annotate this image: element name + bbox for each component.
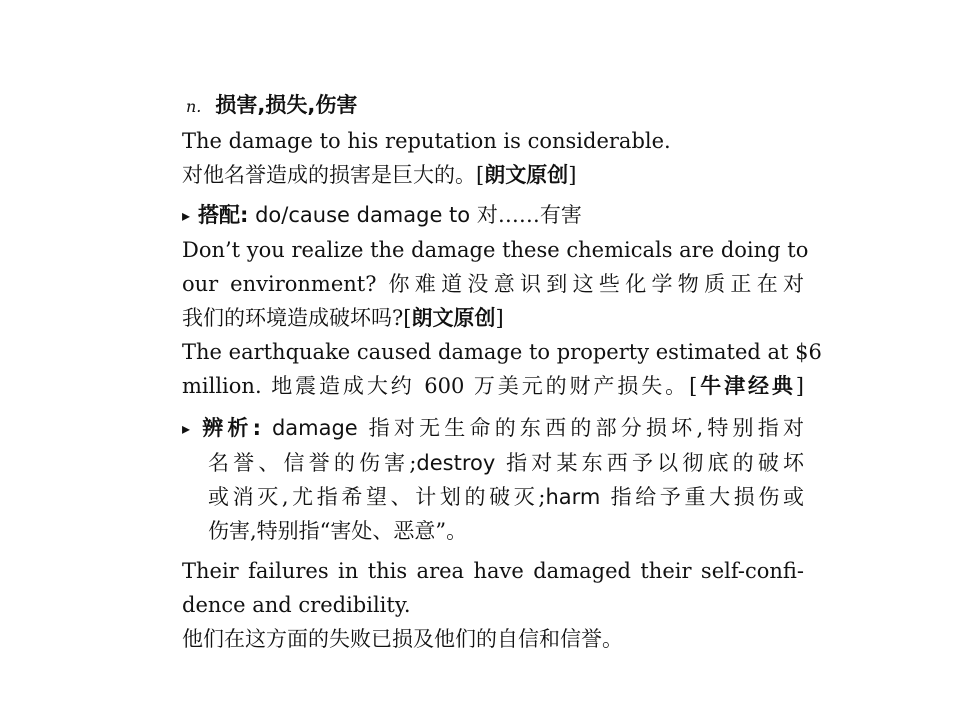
analysis-word-destroy: destroy — [416, 451, 496, 475]
collocation-example-1-english-end: our environment? — [182, 272, 377, 296]
source-label: 朗文原创 — [411, 306, 496, 330]
collocation-phrase: do/cause damage to — [255, 203, 471, 227]
source-label: 牛津经典 — [697, 374, 796, 398]
arrow-marker-icon: ▸ — [182, 419, 191, 438]
analysis-text: 指对某东西予以彻底的破坏 — [506, 451, 804, 475]
collocation-example-2-line-1: The earthquake caused damage to property estimated at $6 — [182, 340, 822, 364]
collocation-example-2-chinese: 地震造成大约 600 万美元的财产损失。 — [271, 374, 690, 398]
collocation-example-1-chinese-end: 我们的环境造成破坏吗? — [182, 306, 404, 330]
analysis-label: 辨析: — [198, 416, 262, 440]
source-bracket-close: ] — [795, 374, 804, 398]
analysis-text: 指给予重大损伤或 — [610, 485, 805, 509]
analysis-line-2 — [182, 446, 804, 480]
final-example-english-line-2: dence and credibility. — [182, 593, 411, 617]
source-bracket-close: ] — [568, 163, 577, 187]
definition-line — [182, 88, 804, 124]
collocation-heading-line — [182, 198, 804, 233]
collocation-phrase-chinese: 对……有害 — [476, 203, 582, 227]
analysis-word-damage: damage — [271, 416, 358, 440]
final-example-chinese: 他们在这方面的失败已损及他们的自信和信誉。 — [182, 627, 623, 651]
collocation-example-1-line-3 — [182, 301, 804, 335]
source-bracket-open: [ — [476, 163, 485, 187]
part-of-speech: n. — [186, 97, 202, 116]
collocation-example-2-english-end: million. — [182, 374, 262, 398]
example-1-english: The damage to his reputation is considerable. — [182, 129, 671, 153]
source-label: 朗文原创 — [484, 163, 569, 187]
collocation-label: 搭配: — [198, 203, 249, 227]
example-1-chinese — [182, 158, 804, 192]
collocation-example-1-line-2 — [182, 267, 804, 301]
dictionary-entry — [182, 88, 822, 656]
analysis-text: 名誉、信誉的伤害; — [208, 451, 417, 475]
source-bracket-open: [ — [403, 306, 412, 330]
source-bracket-close: ] — [495, 306, 504, 330]
collocation-example-1-chinese-start: 你难道没意识到这些化学物质正在对 — [388, 272, 805, 296]
analysis-line-3 — [182, 480, 804, 514]
final-example-english-line-1: Their failures in this area have damaged their self-confi- — [182, 559, 804, 583]
collocation-example-2-line-2 — [182, 369, 804, 403]
collocation-example-1-line-1: Don’t you realize the damage these chemicals are doing to — [182, 238, 809, 262]
source-bracket-open: [ — [689, 374, 698, 398]
arrow-marker-icon: ▸ — [182, 206, 191, 225]
analysis-line-1 — [182, 411, 804, 446]
meaning: 损害,损失,伤害 — [215, 93, 358, 117]
example-1-chinese-text: 对他名誉造成的损害是巨大的。 — [182, 163, 476, 187]
analysis-word-harm: harm — [545, 485, 601, 509]
analysis-text: 或消灭,尤指希望、计划的破灭; — [208, 485, 546, 509]
analysis-text: 指对无生命的东西的部分损坏,特别指对 — [368, 416, 804, 440]
analysis-line-4: 伤害,特别指“害处、恶意”。 — [208, 519, 468, 543]
